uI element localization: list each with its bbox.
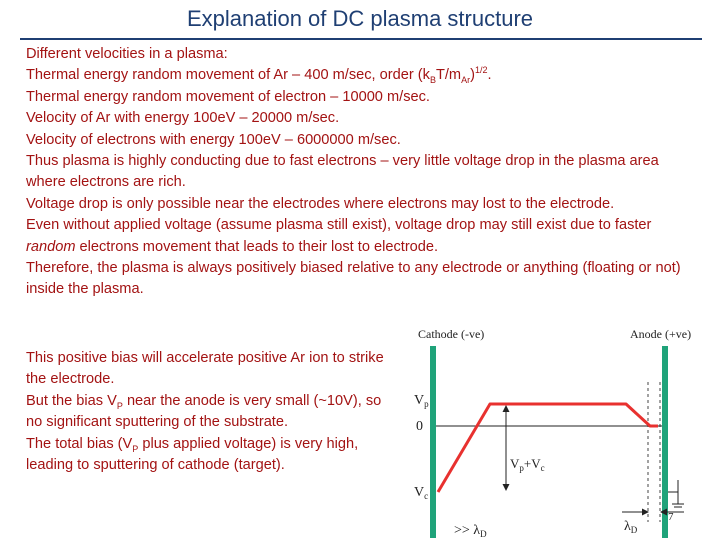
line-anode-bias: But the bias $V_P$ near the anode is very small (~10V), so no significant sputtering of the substrate. — [26, 392, 382, 431]
line-random-electrons: Even without applied voltage (assume plasma still exist), voltage drop may still exist due to faster random electrons movement that leads to their lost to electrode. — [26, 217, 652, 255]
lambda-cathode-label: >> $\lambda_D$ — [454, 523, 487, 539]
plasma-potential-curve — [438, 404, 658, 492]
line-velocities-heading: Different velocities in a plasma: — [26, 46, 228, 62]
cathode-electrode — [430, 346, 436, 538]
anode-label: Anode (+ve) — [630, 327, 692, 341]
line-ar-100ev: Velocity of Ar with energy 100eV – 20000 m/sec. — [26, 110, 340, 127]
line-electron-100ev: Velocity of electrons with energy 100eV – 6000000 m/sec. — [26, 131, 401, 148]
lambda-anode-label: $\lambda_D$ — [624, 519, 638, 535]
line-positive-bias: Therefore, the plasma is always positively biased relative to any electrode or anything (floating or not) inside the plasma. — [26, 260, 681, 298]
line-electron-thermal: Thermal energy random movement of electron – 10000 m/sec. — [26, 88, 430, 105]
line-total-bias: The total bias ($V_P$ plus applied voltage) is very high, leading to sputtering of cathode (target). — [26, 435, 359, 474]
bias-explanation — [26, 348, 394, 476]
anode-electrode — [662, 346, 668, 538]
potential-diagram — [400, 322, 720, 540]
body-text — [26, 44, 702, 301]
cathode-label: Cathode (-ve) — [418, 327, 485, 341]
line-ar-thermal: Thermal energy random movement of Ar – 400 m/sec, order $(k_BT/m_{Ar})^{1/2}$. — [26, 65, 492, 86]
line-accelerate: This positive bias will accelerate positive Ar ion to strike the electrode. — [26, 350, 384, 388]
line-conducting: Thus plasma is highly conducting due to fast electrons – very little voltage drop in the plasma area where electrons are rich. — [26, 153, 659, 191]
vp-plus-vc-label: $V_p+V_c$ — [510, 456, 545, 473]
page-number: 7 — [668, 511, 674, 523]
line-voltage-drop: Voltage drop is only possible near the electrodes where electrons may lost to the electrode. — [26, 195, 615, 212]
vp-label: $V_p$ — [414, 393, 429, 409]
vc-label: $V_c$ — [414, 485, 429, 501]
title-divider — [20, 38, 702, 40]
page-title: Explanation of DC plasma structure — [186, 6, 534, 31]
zero-label: 0 — [416, 419, 423, 434]
